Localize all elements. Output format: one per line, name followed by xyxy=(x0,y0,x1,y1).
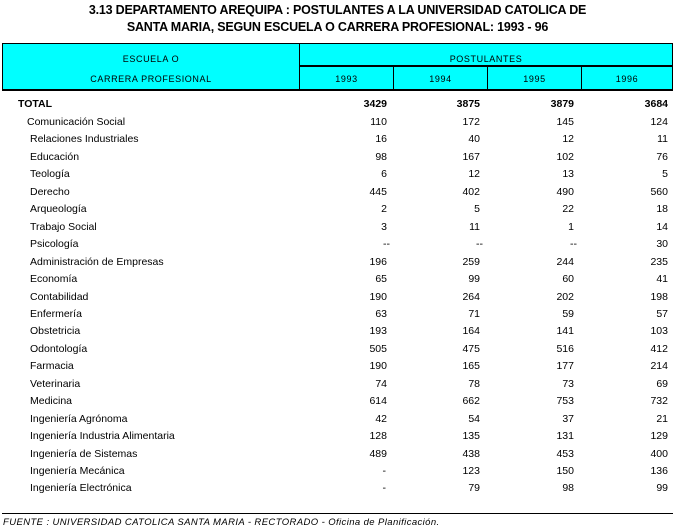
table-row xyxy=(0,465,675,482)
cell-1996: 5 xyxy=(662,168,668,181)
cell-1996: 11 xyxy=(657,133,668,146)
cell-1996: 3684 xyxy=(644,98,668,110)
table-row xyxy=(0,256,675,273)
table-row xyxy=(0,448,675,465)
table-row xyxy=(0,133,675,150)
table-row xyxy=(0,343,675,360)
cell-1996: 129 xyxy=(650,430,668,443)
cell-1993: -- xyxy=(383,238,390,251)
cell-1996: 124 xyxy=(650,116,668,128)
cell-1994: 264 xyxy=(462,290,480,303)
table-row xyxy=(0,413,675,430)
row-label: Ingeniería Industria Alimentaria xyxy=(30,430,175,443)
cell-1994: -- xyxy=(476,238,483,251)
cell-1995: 141 xyxy=(556,325,574,338)
header-year-1993: 1993 xyxy=(335,74,358,84)
row-label: Ingeniería Electrónica xyxy=(30,482,132,495)
cell-1994: 71 xyxy=(468,307,480,320)
cell-1995: 37 xyxy=(562,412,574,425)
cell-1995: 3879 xyxy=(550,98,574,110)
row-label: Trabajo Social xyxy=(30,220,97,233)
table-row xyxy=(0,203,675,220)
cell-1993: 65 xyxy=(375,273,387,286)
cell-1993: - xyxy=(382,465,386,477)
row-label: TOTAL xyxy=(18,98,53,110)
cell-1995: 202 xyxy=(556,290,574,303)
cell-1994: 54 xyxy=(468,412,480,425)
cell-1993: 63 xyxy=(375,307,387,320)
row-label: Administración de Empresas xyxy=(30,255,164,268)
row-label: Educación xyxy=(30,150,80,163)
table-row xyxy=(0,482,675,499)
table-row xyxy=(0,116,675,133)
cell-1995: 131 xyxy=(556,430,574,443)
table-row xyxy=(0,325,675,342)
cell-1995: 98 xyxy=(562,482,574,495)
table-row xyxy=(0,308,675,325)
cell-1995: 1 xyxy=(568,220,574,233)
cell-1994: 79 xyxy=(468,482,480,495)
cell-1995: 59 xyxy=(562,307,574,320)
table-row xyxy=(0,238,675,255)
cell-1993: 196 xyxy=(369,255,387,268)
cell-1994: 172 xyxy=(462,116,480,128)
cell-1994: 662 xyxy=(462,395,480,408)
cell-1995: 22 xyxy=(562,203,574,216)
cell-1993: 16 xyxy=(375,133,387,146)
table-row xyxy=(0,430,675,447)
cell-1994: 11 xyxy=(469,220,480,233)
cell-1993: 190 xyxy=(369,290,387,303)
row-label: Enfermería xyxy=(30,307,82,320)
cell-1996: 560 xyxy=(650,185,668,198)
table-row xyxy=(0,360,675,377)
cell-1994: 167 xyxy=(462,150,480,163)
row-label: Comunicación Social xyxy=(27,116,126,128)
cell-1996: 41 xyxy=(656,273,668,286)
cell-1993: 489 xyxy=(369,447,387,460)
cell-1994: 259 xyxy=(462,255,480,268)
cell-1994: 123 xyxy=(462,465,480,477)
row-label: Obstetricia xyxy=(30,325,81,338)
cell-1993: 445 xyxy=(369,185,387,198)
cell-1993: 2 xyxy=(381,203,387,216)
cell-1995: 150 xyxy=(556,465,574,477)
table-title-line-2: SANTA MARIA, SEGUN ESCUELA O CARRERA PROFESIONAL: 1993 - 96 xyxy=(126,20,549,34)
cell-1996: 18 xyxy=(656,203,668,216)
table-header xyxy=(2,43,673,91)
cell-1996: 400 xyxy=(650,447,668,460)
table-row xyxy=(0,221,675,238)
cell-1994: 165 xyxy=(462,360,480,373)
row-label: Psicología xyxy=(30,238,79,251)
row-label: Veterinaria xyxy=(30,377,81,390)
table-title-line-1: 3.13 DEPARTAMENTO AREQUIPA : POSTULANTES A LA UNIVERSIDAD CATOLICA DE xyxy=(88,3,587,17)
cell-1994: 12 xyxy=(468,168,480,181)
table-row xyxy=(0,168,675,185)
row-label: Ingeniería Mecánica xyxy=(30,465,125,477)
cell-1995: 12 xyxy=(562,133,574,146)
row-label: Ingeniería Agrónoma xyxy=(30,412,128,425)
cell-1993: 98 xyxy=(375,150,387,163)
header-escuela: ESCUELA O xyxy=(122,54,180,64)
cell-1996: 57 xyxy=(656,307,668,320)
cell-1994: 438 xyxy=(462,447,480,460)
cell-1996: 235 xyxy=(650,255,668,268)
cell-1995: 102 xyxy=(556,150,574,163)
cell-1995: 490 xyxy=(556,185,574,198)
row-label: Medicina xyxy=(30,395,73,408)
cell-1993: 3429 xyxy=(363,98,387,110)
cell-1995: 453 xyxy=(556,447,574,460)
cell-1993: 190 xyxy=(369,360,387,373)
cell-1994: 99 xyxy=(468,273,480,286)
cell-1993: 614 xyxy=(369,395,387,408)
row-label: Teología xyxy=(30,168,70,181)
cell-1994: 40 xyxy=(468,133,480,146)
table-bottom-rule xyxy=(2,513,673,514)
cell-1996: 732 xyxy=(650,395,668,408)
total-row xyxy=(0,98,675,115)
table-row xyxy=(0,291,675,308)
cell-1994: 5 xyxy=(474,203,480,216)
cell-1995: 145 xyxy=(556,116,574,128)
cell-1996: 412 xyxy=(650,342,668,355)
cell-1995: 753 xyxy=(556,395,574,408)
cell-1995: 13 xyxy=(562,168,574,181)
cell-1996: 14 xyxy=(656,220,668,233)
cell-1993: 6 xyxy=(381,168,387,181)
cell-1996: 103 xyxy=(650,325,668,338)
cell-1993: - xyxy=(382,482,386,495)
cell-1996: 69 xyxy=(656,377,668,390)
cell-1993: 3 xyxy=(381,220,387,233)
cell-1996: 21 xyxy=(656,412,668,425)
cell-1996: 214 xyxy=(650,360,668,373)
table-row xyxy=(0,395,675,412)
table-row xyxy=(0,378,675,395)
cell-1996: 76 xyxy=(656,150,668,163)
cell-1994: 3875 xyxy=(456,98,480,110)
header-group-divider xyxy=(300,65,672,67)
cell-1993: 42 xyxy=(375,412,387,425)
cell-1995: 244 xyxy=(556,255,574,268)
cell-1995: 73 xyxy=(562,377,574,390)
header-year-1996: 1996 xyxy=(615,74,639,84)
cell-1993: 110 xyxy=(370,116,387,128)
row-label: Relaciones Industriales xyxy=(30,133,139,146)
cell-1994: 164 xyxy=(462,325,480,338)
cell-1994: 135 xyxy=(462,430,480,443)
cell-1996: 198 xyxy=(650,290,668,303)
table-row xyxy=(0,273,675,290)
source-note: FUENTE : UNIVERSIDAD CATOLICA SANTA MARIA - RECTORADO - Oficina de Planificación. xyxy=(3,517,440,528)
cell-1993: 193 xyxy=(369,325,387,338)
cell-1996: 136 xyxy=(650,465,668,477)
row-label: Economía xyxy=(30,273,78,286)
header-year-1994: 1994 xyxy=(429,74,452,84)
cell-1993: 74 xyxy=(375,377,387,390)
cell-1993: 128 xyxy=(369,430,387,443)
cell-1995: 60 xyxy=(562,273,574,286)
row-label: Ingeniería de Sistemas xyxy=(30,447,138,460)
header-year-1995: 1995 xyxy=(523,74,546,84)
cell-1994: 78 xyxy=(468,377,480,390)
row-label: Arqueología xyxy=(30,203,87,216)
header-postulantes: POSTULANTES xyxy=(449,54,523,64)
cell-1994: 475 xyxy=(462,342,480,355)
cell-1995: 177 xyxy=(556,360,574,373)
row-label: Derecho xyxy=(30,185,70,198)
cell-1995: 516 xyxy=(556,342,574,355)
cell-1993: 505 xyxy=(369,342,387,355)
cell-1994: 402 xyxy=(462,185,480,198)
row-label: Farmacia xyxy=(30,360,74,373)
cell-1996: 99 xyxy=(656,482,668,495)
table-row xyxy=(0,151,675,168)
header-carrera: CARRERA PROFESIONAL xyxy=(90,74,212,84)
table-row xyxy=(0,186,675,203)
cell-1995: -- xyxy=(570,238,577,251)
cell-1996: 30 xyxy=(656,238,668,251)
row-label: Odontología xyxy=(30,342,88,355)
row-label: Contabilidad xyxy=(30,290,89,303)
